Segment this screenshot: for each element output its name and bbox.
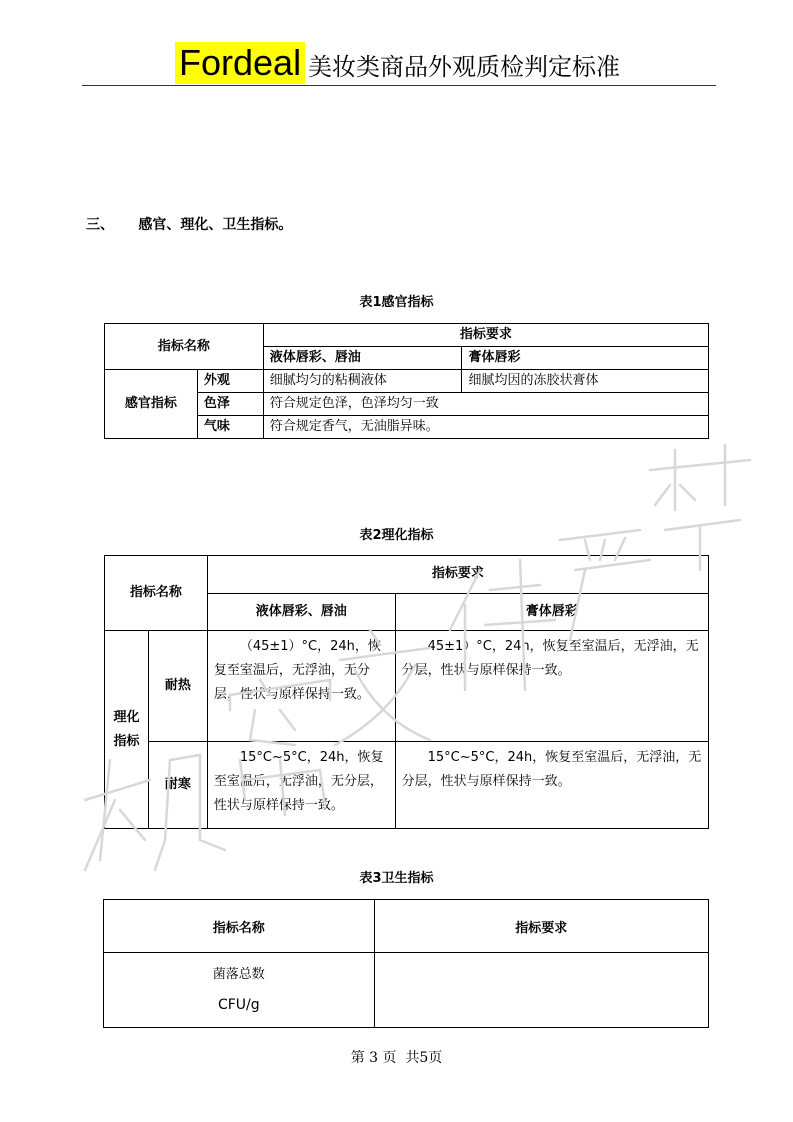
table3-caption: 表3卫生指标 (359, 871, 434, 886)
table1-req-header: 指标要求 (263, 324, 708, 347)
table1-cell: 细腻均因的冻胶状膏体 (462, 370, 709, 393)
table1-row-item: 外观 (197, 370, 263, 393)
table2-cell (395, 742, 708, 829)
table1-col-paste: 膏体唇彩 (462, 347, 709, 370)
table1-name-header: 指标名称 (105, 324, 264, 370)
table2-cell (207, 631, 395, 742)
table1-cell: 符合规定香气，无油脂异味。 (263, 416, 708, 439)
table2-col-paste: 膏体唇彩 (395, 593, 708, 631)
table2-cell-text: 45±1）°C，24h，恢复至室温后，无浮油，无分层，性状与原样保持一致。 (401, 639, 699, 678)
table1-row-item: 色泽 (197, 393, 263, 416)
table1-group-label: 感官指标 (105, 370, 198, 439)
table1-cell: 符合规定色泽，色泽均匀一致 (263, 393, 708, 416)
table2-col-liquid: 液体唇彩、唇油 (207, 593, 395, 631)
table2-cell-text: （45±1）°C，24h，恢复至室温后，无浮油，无分层，性状与原样保持一致。 (213, 639, 381, 702)
table2-group-label (105, 631, 149, 829)
header-divider (82, 85, 716, 86)
physicochemical-index-table (104, 555, 709, 829)
table2-group-text: 理化指标 (113, 709, 140, 749)
sensory-index-table (104, 323, 709, 439)
table3-cell (374, 953, 708, 1028)
page-footer: 第 3 页 共5页 (350, 1050, 443, 1066)
table2-row-item: 耐寒 (148, 742, 207, 829)
table2-cell-text: 15°C~5°C，24h，恢复至室温后，无浮油，无分层，性状与原样保持一致。 (213, 750, 384, 813)
table2-cell (207, 742, 395, 829)
table3-row-item (104, 953, 375, 1028)
table1-row-item: 气味 (197, 416, 263, 439)
table1-col-liquid: 液体唇彩、唇油 (263, 347, 462, 370)
table2-caption: 表2理化指标 (359, 528, 434, 543)
table2-name-header: 指标名称 (105, 556, 208, 631)
table2-cell (395, 631, 708, 742)
section-number: 三、 (86, 217, 114, 233)
page-header (82, 42, 716, 85)
table2-req-header: 指标要求 (207, 556, 708, 594)
table2-cell-text: 15°C~5°C，24h，恢复至室温后，无浮油，无分层，性状与原样保持一致。 (401, 750, 702, 789)
table3-name-header: 指标名称 (104, 900, 375, 953)
table3-req-header: 指标要求 (374, 900, 708, 953)
table3-item-unit: CFU/g (217, 997, 260, 1013)
section-heading (86, 214, 292, 234)
section-title: 感官、理化、卫生指标。 (138, 217, 293, 233)
hygiene-index-table (103, 899, 709, 1028)
table3-item-name: 菌落总数 (212, 967, 265, 982)
brand-logo: Fordeal (175, 42, 305, 84)
table2-row-item: 耐热 (148, 631, 207, 742)
document-title: 美妆类商品外观质检判定标准 (308, 53, 620, 81)
table1-caption: 表1感官指标 (359, 295, 434, 310)
table1-cell: 细腻均匀的粘稠液体 (263, 370, 462, 393)
